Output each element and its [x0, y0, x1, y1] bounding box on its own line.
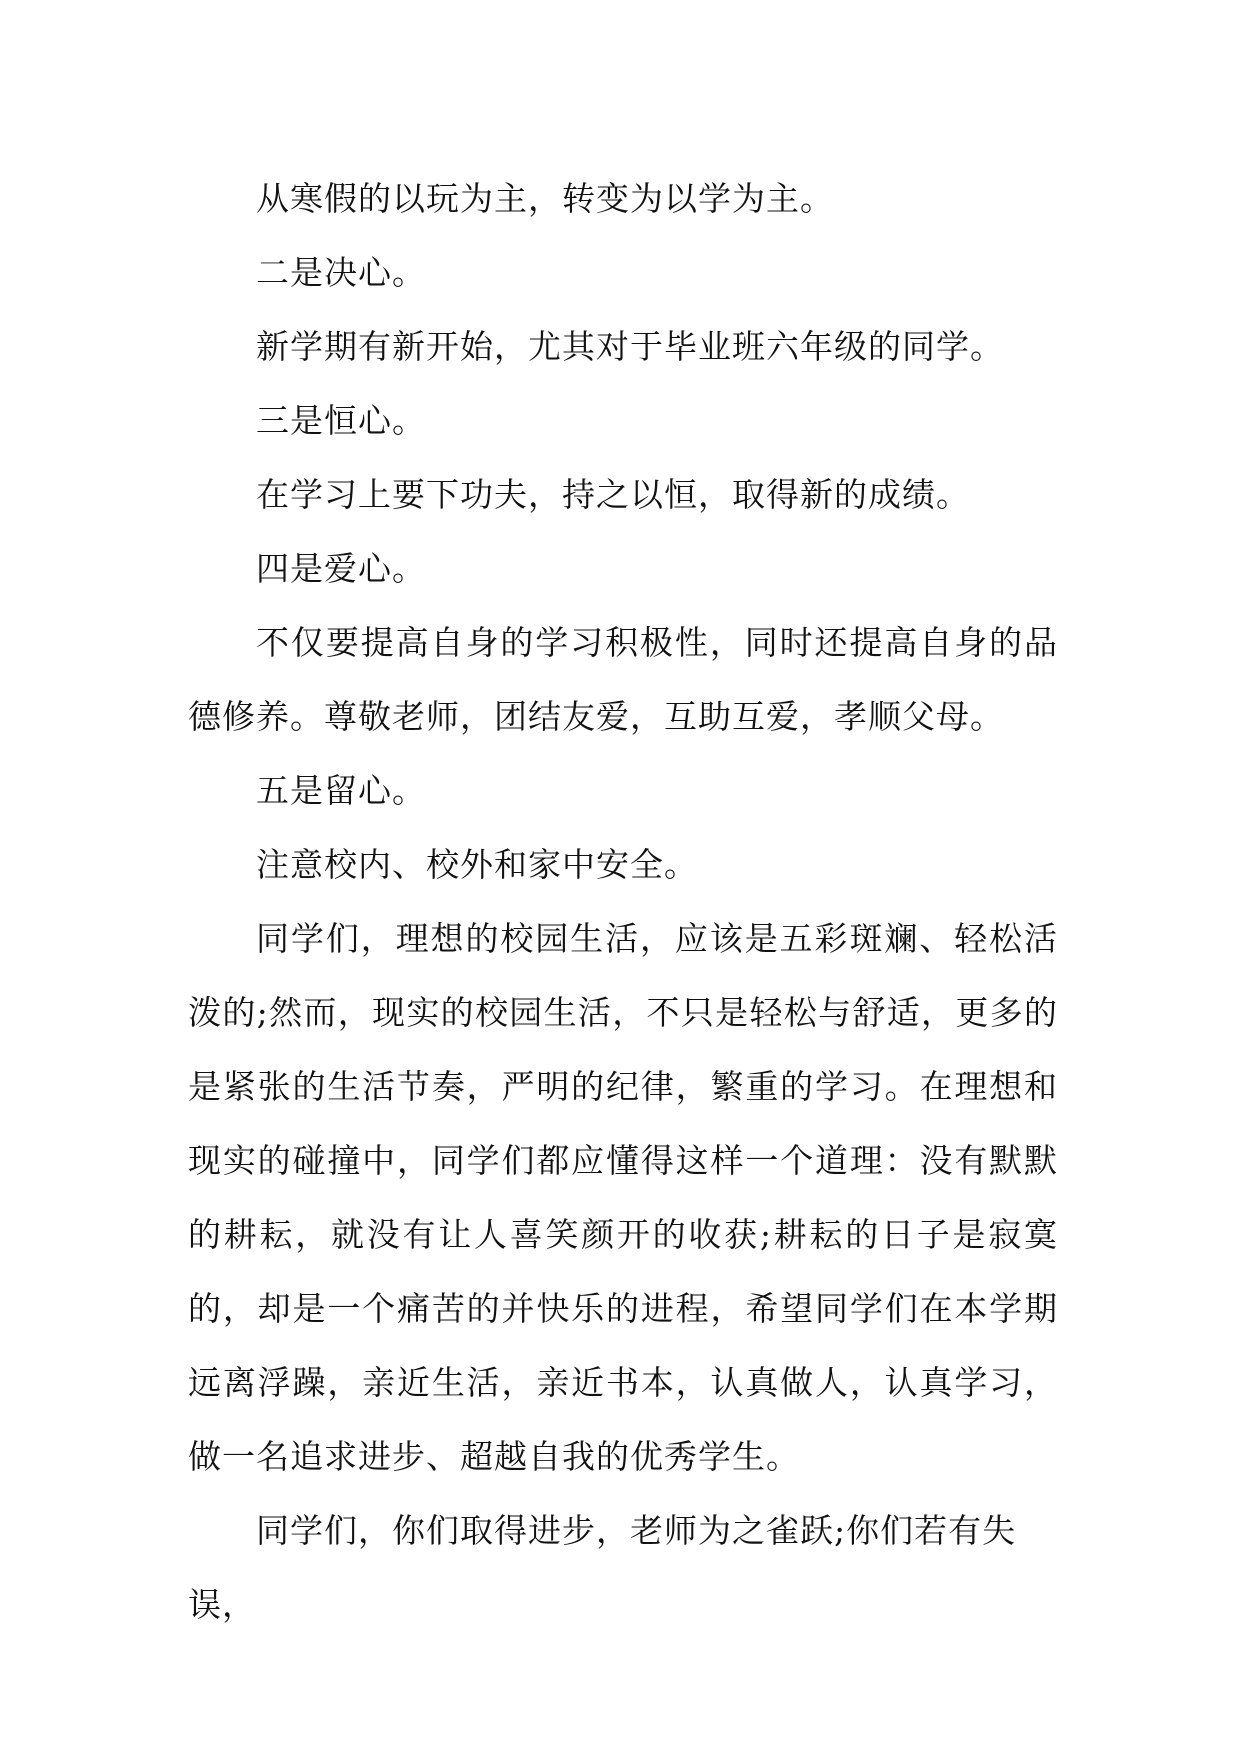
- paragraph-campus-life: 同学们，理想的校园生活，应该是五彩斑斓、轻松活泼的;然而，现实的校园生活，不只是轻松与舒适，更多的是紧张的生活节奏，严明的纪律，繁重的学习。在理想和现实的碰撞中，同学们都应懂得这样一个道理：没有默默的耕耘，就没有让人喜笑颜开的收获;耕耘的日子是寂寞的，却是一个痛苦的并快乐的进程，希望同学们在本学期远离浮躁，亲近生活，亲近书本，认真做人，认真学习，做一名追求进步、超越自我的优秀学生。: [188, 919, 1058, 1476]
- document-body: [188, 162, 1058, 1642]
- paragraph-heading-attention: 五是留心。: [256, 771, 426, 810]
- paragraph-heading-love: 四是爱心。: [256, 549, 426, 588]
- paragraph-new-semester: 新学期有新开始，尤其对于毕业班六年级的同学。: [256, 327, 1004, 366]
- paragraph-heading-determination: 二是决心。: [256, 253, 426, 292]
- paragraph-closing-fragment: 同学们，你们取得进步，老师为之雀跃;你们若有失误，: [188, 1511, 1017, 1624]
- paragraph-moral-cultivation: 不仅要提高自身的学习积极性，同时还提高自身的品德修养。尊敬老师，团结友爱，互助互爱，孝顺父母。: [188, 623, 1058, 736]
- paragraph-study-effort: 在学习上要下功夫，持之以恒，取得新的成绩。: [256, 475, 970, 514]
- paragraph-heading-perseverance: 三是恒心。: [256, 401, 426, 440]
- paragraph-safety: 注意校内、校外和家中安全。: [256, 845, 698, 884]
- paragraph-transition: 从寒假的以玩为主，转变为以学为主。: [256, 179, 834, 218]
